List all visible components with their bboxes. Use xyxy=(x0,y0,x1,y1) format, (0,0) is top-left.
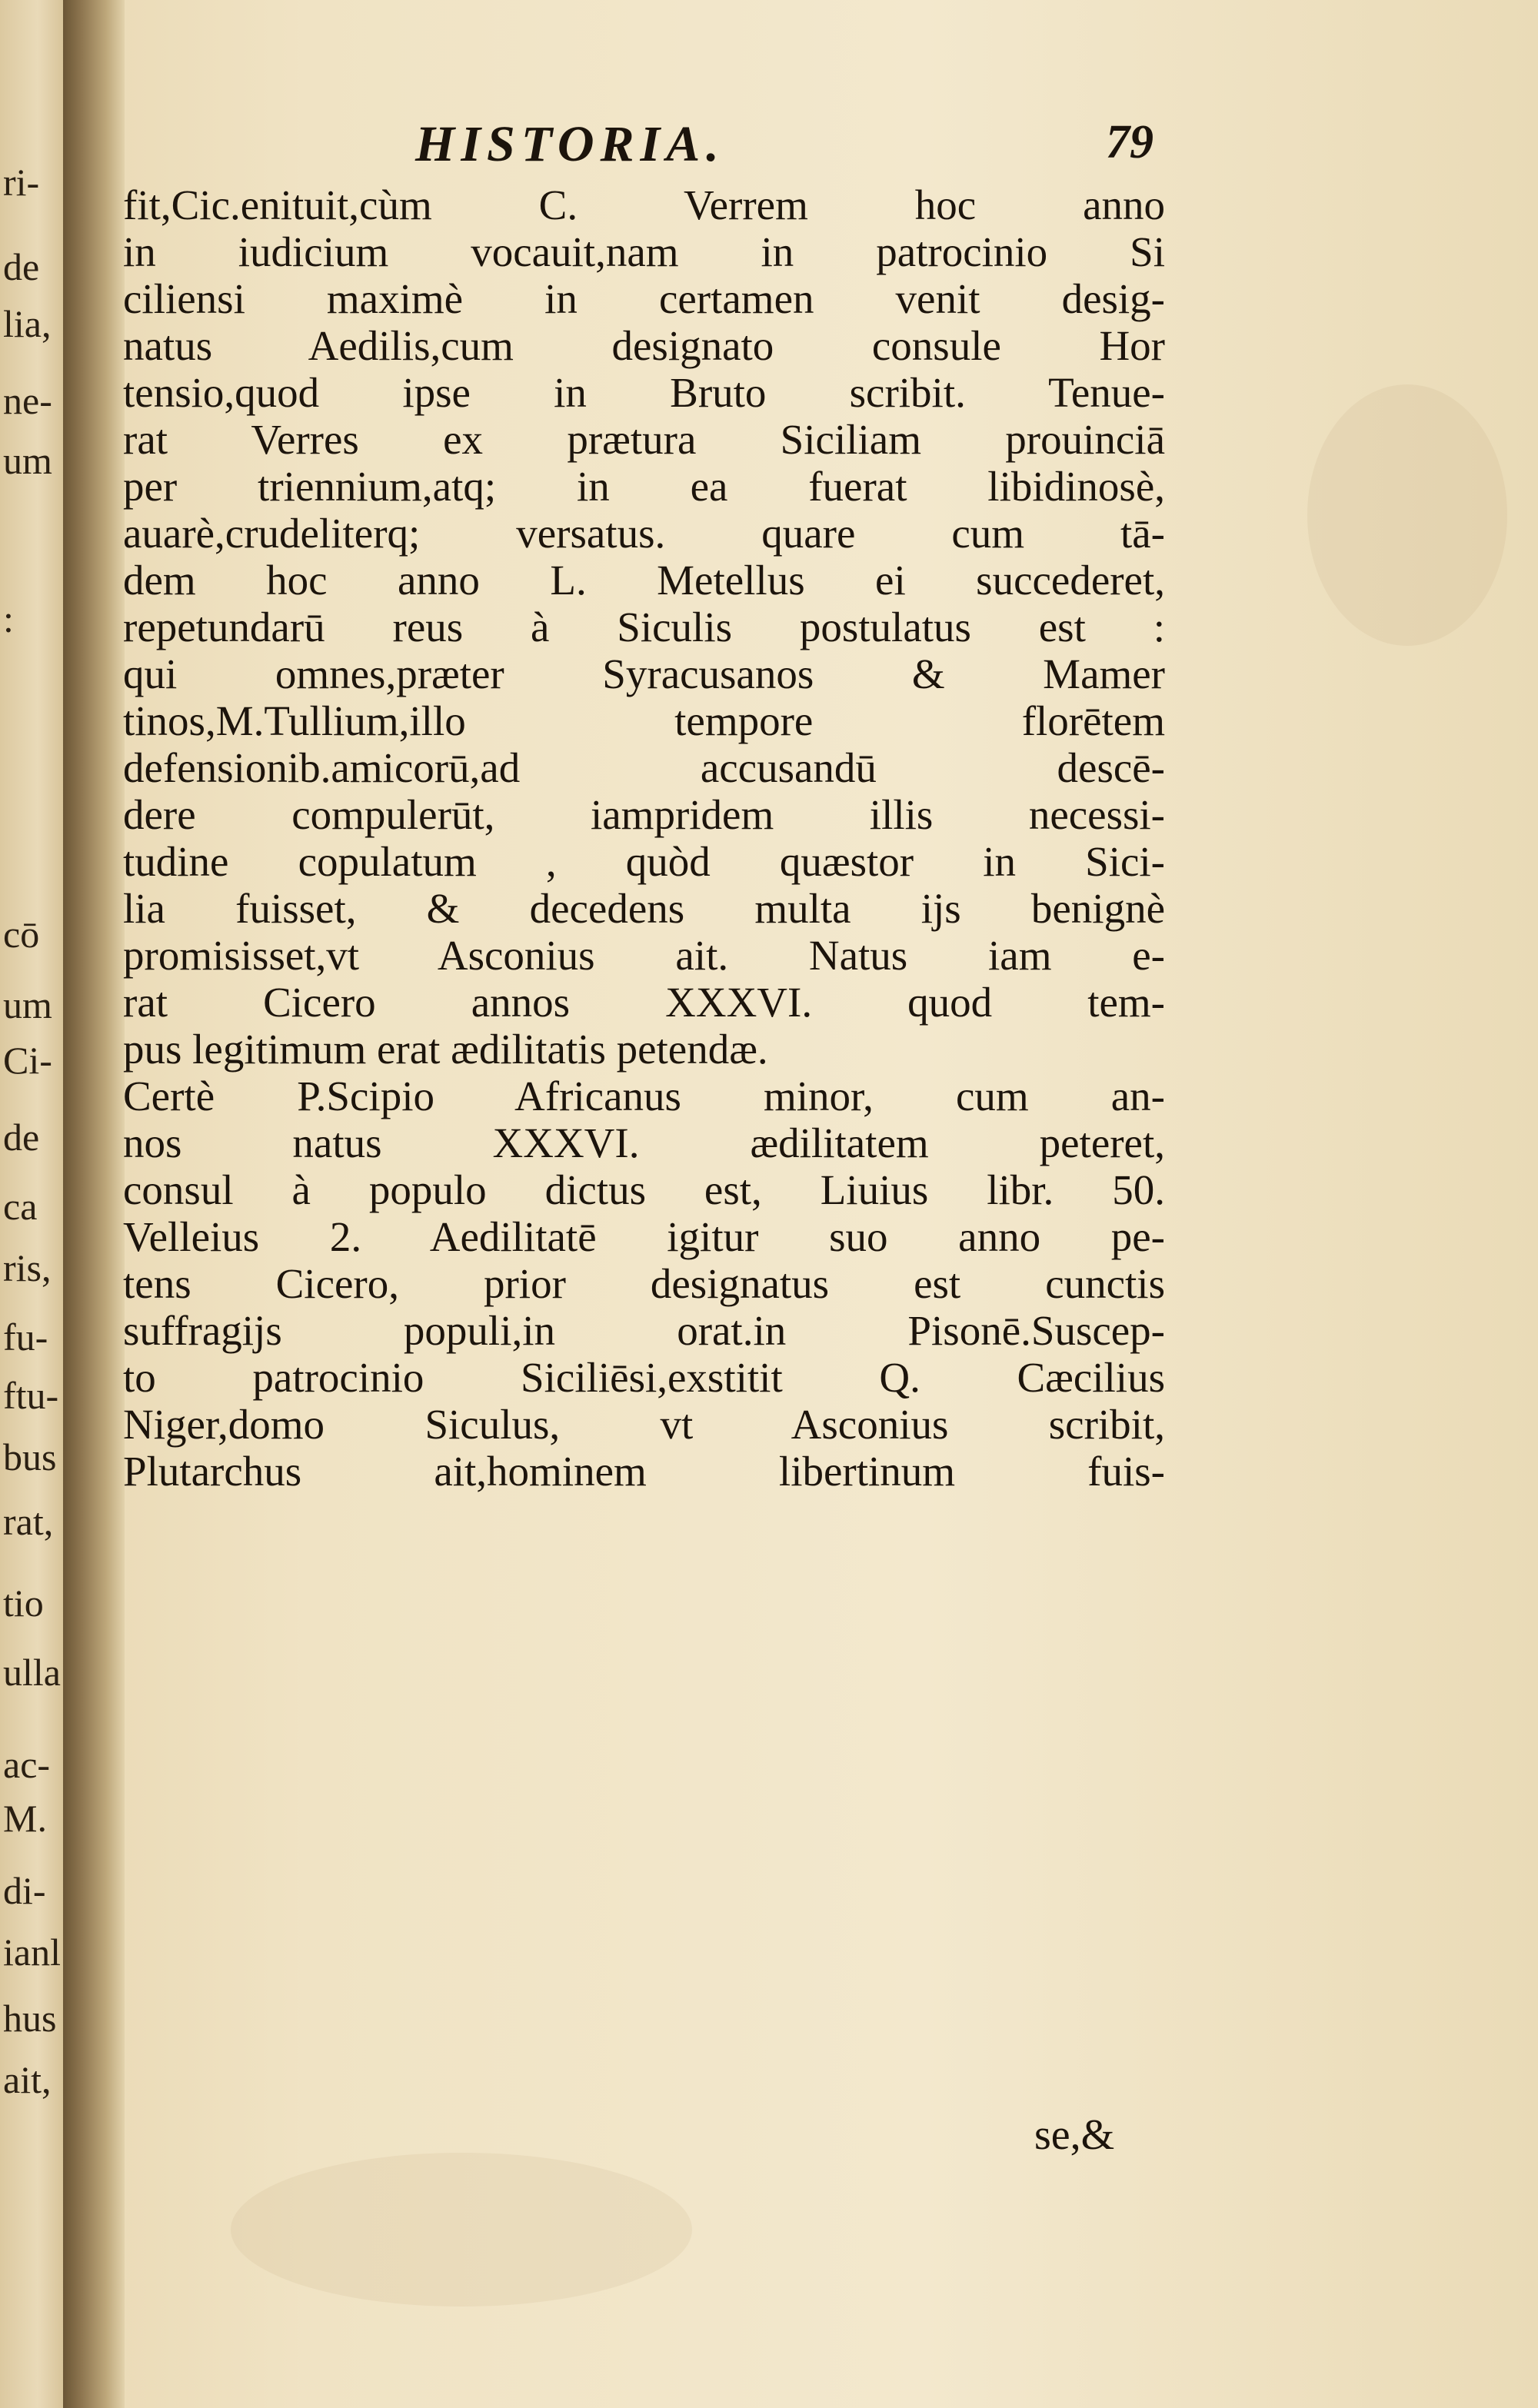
page-number: 79 xyxy=(1106,116,1154,168)
left-page-fragment: ri- xyxy=(3,161,40,204)
text-line: qui omnes,præter Syracusanos & Mamer xyxy=(123,650,1165,697)
text-line: dere compulerūt, iampridem illis necessi- xyxy=(123,791,1165,838)
text-line: rat Cicero annos XXXVI. quod tem- xyxy=(123,979,1165,1026)
text-line: to patrocinio Siciliēsi,exstitit Q. Cæcilius xyxy=(123,1354,1165,1401)
left-page-fragment: hus xyxy=(3,1997,57,2040)
left-page-fragment: ftu- xyxy=(3,1374,59,1417)
paper-stain xyxy=(1307,384,1507,646)
text-line: auarè,crudeliterq; versatus. quare cum tā- xyxy=(123,510,1165,557)
text-line: pus legitimum erat ædilitatis petendæ. xyxy=(123,1026,768,1073)
left-page-fragment: ulla xyxy=(3,1651,61,1694)
left-page-fragment: ca xyxy=(3,1185,38,1228)
left-page-fragment: de xyxy=(3,245,40,288)
text-line: natus Aedilis,cum designato consule Hor xyxy=(123,322,1165,369)
text-line: rat Verres ex prætura Siciliam prouinciā xyxy=(123,416,1165,463)
text-line: lia fuisset, & decedens multa ijs benignè xyxy=(123,885,1165,932)
left-page-fragment: M. xyxy=(3,1797,47,1840)
text-line: repetundarū reus à Siculis postulatus est : xyxy=(123,604,1165,650)
text-line: tensio,quod ipse in Bruto scribit. Tenue- xyxy=(123,369,1165,416)
text-line: defensionib.amicorū,ad accusandū descē- xyxy=(123,744,1165,791)
text-line: tinos,M.Tullium,illo tempore florētem xyxy=(123,697,1165,744)
left-page-fragment: fu- xyxy=(3,1315,48,1359)
text-line: Velleius 2. Aedilitatē igitur suo anno pe- xyxy=(123,1213,1165,1260)
text-line: Certè P.Scipio Africanus minor, cum an- xyxy=(123,1073,1165,1119)
text-line: consul à populo dictus est, Liuius libr. 50. xyxy=(123,1166,1165,1213)
text-line: dem hoc anno L. Metellus ei succederet, xyxy=(123,557,1165,604)
text-line: tudine copulatum , quòd quæstor in Sici- xyxy=(123,838,1165,885)
running-title: HISTORIA. xyxy=(415,116,725,172)
left-page-fragment: ne- xyxy=(3,379,52,422)
paper-stain xyxy=(231,2153,692,2307)
page-header xyxy=(415,115,1154,172)
catchword: se,& xyxy=(1034,2111,1115,2159)
body-text xyxy=(123,181,1165,1495)
left-page-fragment: de xyxy=(3,1116,40,1159)
left-page-fragment: ait, xyxy=(3,2058,52,2101)
text-line: Plutarchus ait,hominem libertinum fuis- xyxy=(123,1448,1165,1495)
text-line: per triennium,atq; in ea fuerat libidinosè, xyxy=(123,463,1165,510)
text-line: Niger,domo Siculus, vt Asconius scribit, xyxy=(123,1401,1165,1448)
left-page-fragment: lia, xyxy=(3,302,52,345)
left-page-fragment: Ci- xyxy=(3,1039,52,1082)
left-page-fragment: ianl xyxy=(3,1931,61,1974)
left-page-fragment: tio xyxy=(3,1581,44,1625)
left-page-fragment: ac- xyxy=(3,1743,51,1786)
left-page-fragment: cō xyxy=(3,913,40,956)
left-page-fragment: di- xyxy=(3,1869,46,1912)
text-line: in iudicium vocauit,nam in patrocinio Si xyxy=(123,228,1165,275)
left-page-edge xyxy=(0,0,63,2408)
text-line: tens Cicero, prior designatus est cunctis xyxy=(123,1260,1165,1307)
text-line: ciliensi maximè in certamen venit desig- xyxy=(123,275,1165,322)
left-page-fragment: : xyxy=(3,597,14,640)
text-line: promisisset,vt Asconius ait. Natus iam e- xyxy=(123,932,1165,979)
left-page-fragment: um xyxy=(3,983,52,1026)
text-line: nos natus XXXVI. ædilitatem peteret, xyxy=(123,1119,1165,1166)
left-page-fragment: bus xyxy=(3,1435,57,1478)
left-page-fragment: rat, xyxy=(3,1500,54,1543)
text-line: suffragijs populi,in orat.in Pisonē.Suscep- xyxy=(123,1307,1165,1354)
text-line: fit,Cic.enituit,cùm C. Verrem hoc anno xyxy=(123,181,1165,228)
left-page-fragment: um xyxy=(3,439,52,482)
left-page-fragment: ris, xyxy=(3,1246,52,1289)
book-gutter xyxy=(63,0,125,2408)
